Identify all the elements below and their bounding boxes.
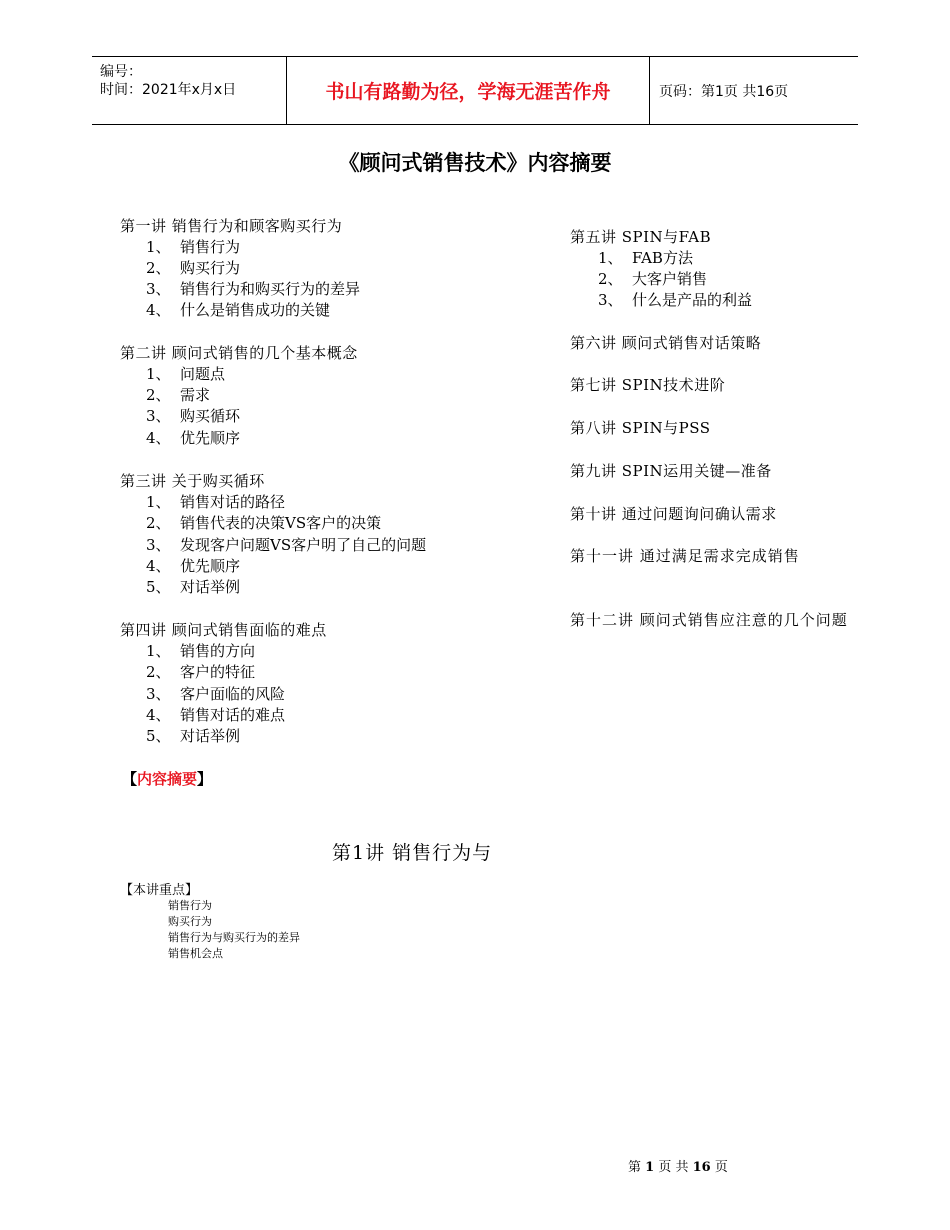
code-label: 编号： [100, 64, 142, 80]
document-title: 《顾问式销售技术》内容摘要 [338, 151, 612, 175]
key-point-item: 销售机会点 [168, 947, 223, 960]
list-item: 1、 销售的方向 [146, 642, 256, 660]
lecture-4-title: 第四讲 顾问式销售面临的难点 [120, 621, 327, 639]
list-item: 4、 销售对话的难点 [146, 706, 286, 724]
lecture-7-title: 第七讲 SPIN技术进阶 [570, 376, 726, 394]
lecture-11-title: 第十一讲 通过满足需求完成销售 [570, 547, 800, 565]
header-left-cell [92, 57, 287, 124]
header-table [92, 56, 858, 125]
list-item: 3、 客户面临的风险 [146, 685, 286, 703]
summary-heading: 【内容摘要】 [122, 770, 213, 788]
list-item: 5、 对话举例 [146, 727, 241, 745]
motto: 书山有路勤为径，学海无涯苦作舟 [287, 57, 650, 124]
list-item: 1、 FAB方法 [598, 249, 693, 267]
list-item: 1、 问题点 [146, 365, 226, 383]
list-item: 2、 需求 [146, 386, 211, 404]
lecture-5-title: 第五讲 SPIN与FAB [570, 228, 712, 246]
page-info: 页码：第1页 共16页 [659, 83, 789, 100]
lecture-1-title: 第一讲 销售行为和顾客购买行为 [120, 217, 343, 235]
key-point-item: 销售行为 [168, 899, 212, 912]
list-item: 1、 销售对话的路径 [146, 493, 286, 511]
list-item: 3、 销售行为和购买行为的差异 [146, 280, 361, 298]
list-item: 4、 什么是销售成功的关键 [146, 301, 331, 319]
list-item: 4、 优先顺序 [146, 429, 241, 447]
key-point-item: 销售行为与购买行为的差异 [168, 931, 300, 944]
key-points-label: 【本讲重点】 [120, 883, 199, 898]
list-item: 3、 什么是产品的利益 [598, 291, 753, 309]
page-footer: 第 1 页 共 16 页 [628, 1160, 728, 1175]
list-item: 5、 对话举例 [146, 578, 241, 596]
list-item: 3、 发现客户问题VS客户明了自己的问题 [146, 536, 427, 554]
list-item: 4、 优先顺序 [146, 557, 241, 575]
list-item: 2、 购买行为 [146, 259, 241, 277]
lecture-6-title: 第六讲 顾问式销售对话策略 [570, 334, 762, 352]
list-item: 1、 销售行为 [146, 238, 241, 256]
lecture-12-title: 第十二讲 顾问式销售应注意的几个问题 [570, 611, 848, 629]
lecture-2-title: 第二讲 顾问式销售的几个基本概念 [120, 344, 358, 362]
lecture-8-title: 第八讲 SPIN与PSS [570, 419, 711, 437]
list-item: 3、 购买循环 [146, 407, 241, 425]
list-item: 2、 客户的特征 [146, 663, 256, 681]
lecture-3-title: 第三讲 关于购买循环 [120, 472, 265, 490]
list-item: 2、 大客户销售 [598, 270, 708, 288]
lecture-9-title: 第九讲 SPIN运用关键—准备 [570, 462, 772, 480]
time-label: 时间：2021年x月x日 [100, 82, 237, 98]
lecture-10-title: 第十讲 通过问题询问确认需求 [570, 505, 777, 523]
lecture-1-heading: 第1讲 销售行为与 [332, 842, 493, 864]
key-point-item: 购买行为 [168, 915, 212, 928]
list-item: 2、 销售代表的决策VS客户的决策 [146, 514, 382, 532]
